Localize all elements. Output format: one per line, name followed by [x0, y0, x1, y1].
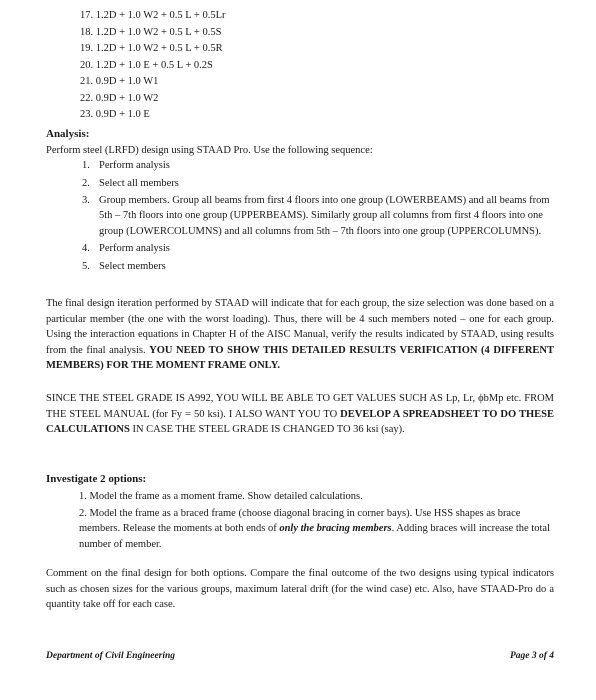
analysis-steps-list [82, 158, 552, 276]
investigate-heading: Investigate 2 options: [46, 473, 147, 485]
steel-grade-paragraph [46, 391, 554, 438]
footer-department: Department of Civil Engineering [46, 651, 176, 661]
analysis-step [82, 176, 552, 191]
analysis-step [82, 259, 552, 274]
step-text: Perform analysis [99, 243, 170, 255]
step-text: Select members [99, 260, 166, 272]
option-item: 1. Model the frame as a moment frame. Show detailed calculations. [79, 491, 363, 502]
step-text: Select all members [99, 177, 179, 189]
load-combination: 21. 0.9D + 1.0 W1 [80, 76, 159, 87]
step-number: 1. [82, 160, 90, 171]
footer-page-number: Page 3 of 4 [509, 651, 554, 661]
analysis-intro: Perform steel (LRFD) design using STAAD Pro. Use the following sequence: [46, 145, 373, 156]
option-text-a: 2. Model the frame as a braced frame (choose diagonal bracing in corner bays). Use HSS shapes as brace members. Release the moments at both ends of [79, 508, 521, 535]
load-combination: 17. 1.2D + 1.0 W2 + 0.5 L + 0.5Lr [80, 10, 226, 21]
final-design-emphasis: YOU NEED TO SHOW THIS DETAILED RESULTS VERIFICATION (4 DIFFERENT MEMBERS) FOR THE MOMENT FRAME ONLY. [46, 344, 555, 371]
load-combination: 23. 0.9D + 1.0 E [80, 109, 150, 120]
load-combination: 18. 1.2D + 1.0 W2 + 0.5 L + 0.5S [80, 26, 222, 38]
comment-paragraph: Comment on the final design for both options. Compare the final outcome of the two designs using typical indicators such as chosen sizes for the various groups, maximum lateral drift (for the wind case) etc. Also, have STAAD-Pro do a quantity take off for each case. [46, 568, 554, 610]
load-combination: 22. 0.9D + 1.0 W2 [80, 92, 159, 104]
step-number: 5. [82, 260, 90, 272]
analysis-step [82, 241, 552, 256]
steel-grade-emphasis: DEVELOP A SPREADSHEET TO DO THESE CALCULATIONS [46, 408, 555, 435]
steel-grade-text-2: IN CASE THE STEEL GRADE IS CHANGED TO 36 ksi (say). [129, 424, 405, 435]
load-combination-list [80, 8, 226, 124]
analysis-step [82, 193, 552, 239]
step-text: Group members. Group all beams from first 4 floors into one group (LOWERBEAMS) and all beams from 5th – 7th floors into one group (UPPERBEAMS). Similarly group all columns from first 4 floors into one group (LOWERCOLUMNS) and all columns from 5th – 7th floors into one group (UPPERCOLUMNS). [99, 195, 550, 237]
options-list [79, 489, 554, 554]
option-item [79, 506, 554, 552]
option-text-b: . Adding braces will increase the total number of member. [79, 523, 550, 550]
step-number: 3. [82, 195, 90, 207]
final-design-text: The final design iteration performed by STAAD will indicate that for each group, the size selection was done based on a particular member (the one with the worst loading). Thus, there will be 4 such members noted – one for each group. Using the interaction equations in Chapter H of the AISC Manual, verify the results indicated by STAAD, using results from the final analysis. [46, 298, 554, 356]
analysis-step [82, 158, 552, 173]
step-number: 4. [82, 243, 90, 255]
step-text: Perform analysis [99, 160, 170, 171]
final-design-paragraph [46, 296, 554, 374]
option-emphasis: only the bracing members [279, 523, 392, 535]
steel-grade-text-1: SINCE THE STEEL GRADE IS A992, YOU WILL BE ABLE TO GET VALUES SUCH AS Lp, Lr, ϕbMp etc. FROM THE STEEL MANUAL (for Fy = 50 ksi). I ALSO WANT YOU TO [46, 393, 554, 420]
analysis-heading: Analysis: [46, 128, 90, 140]
load-combination: 20. 1.2D + 1.0 E + 0.5 L + 0.2S [80, 59, 213, 71]
step-number: 2. [82, 177, 90, 189]
load-combination: 19. 1.2D + 1.0 W2 + 0.5 L + 0.5R [80, 43, 223, 54]
